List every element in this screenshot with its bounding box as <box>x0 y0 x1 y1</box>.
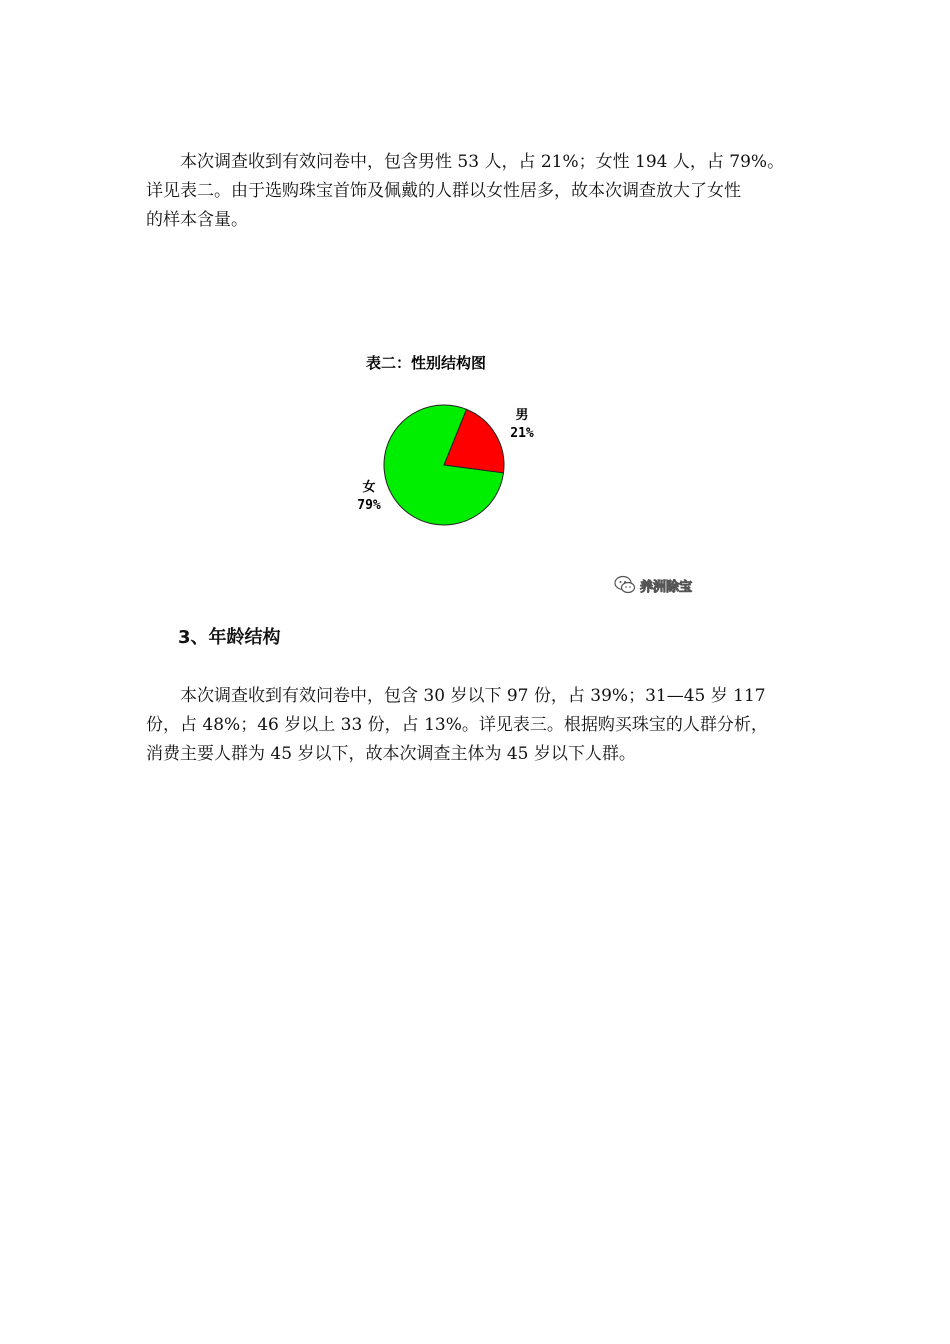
male-label-value: 21% <box>510 426 534 441</box>
chart-title: 表二：性别结构图 <box>366 354 487 372</box>
male-label-text: 男 <box>515 408 529 423</box>
age-paragraph <box>146 682 814 769</box>
paragraph-line: 份，占 48%；46 岁以上 33 份，占 13%。详见表三。根据购买珠宝的人群分析， <box>146 715 768 735</box>
female-label-text: 女 <box>362 480 376 495</box>
paragraph-line: 详见表二。由于选购珠宝首饰及佩戴的人群以女性居多，故本次调查放大了女性 <box>146 181 741 201</box>
section-heading: 3、年龄结构 <box>178 627 281 648</box>
paragraph-line: 本次调查收到有效问卷中，包含 30 岁以下 97 份，占 39%；31—45 岁 117 <box>180 686 766 706</box>
watermark-text: 养洲除宝 <box>640 579 693 595</box>
gender-paragraph <box>146 148 814 235</box>
paragraph-line: 消费主要人群为 45 岁以下，故本次调查主体为 45 岁以下人群。 <box>146 744 636 764</box>
wechat-icon <box>614 575 636 595</box>
female-label-value: 79% <box>357 498 381 513</box>
paragraph-line: 本次调查收到有效问卷中，包含男性 53 人，占 21%；女性 194 人，占 79%。 <box>180 152 785 172</box>
male-slice-label <box>500 407 544 443</box>
female-slice-label <box>347 479 391 515</box>
paragraph-line: 的样本含量。 <box>146 210 248 230</box>
watermark <box>614 575 692 595</box>
